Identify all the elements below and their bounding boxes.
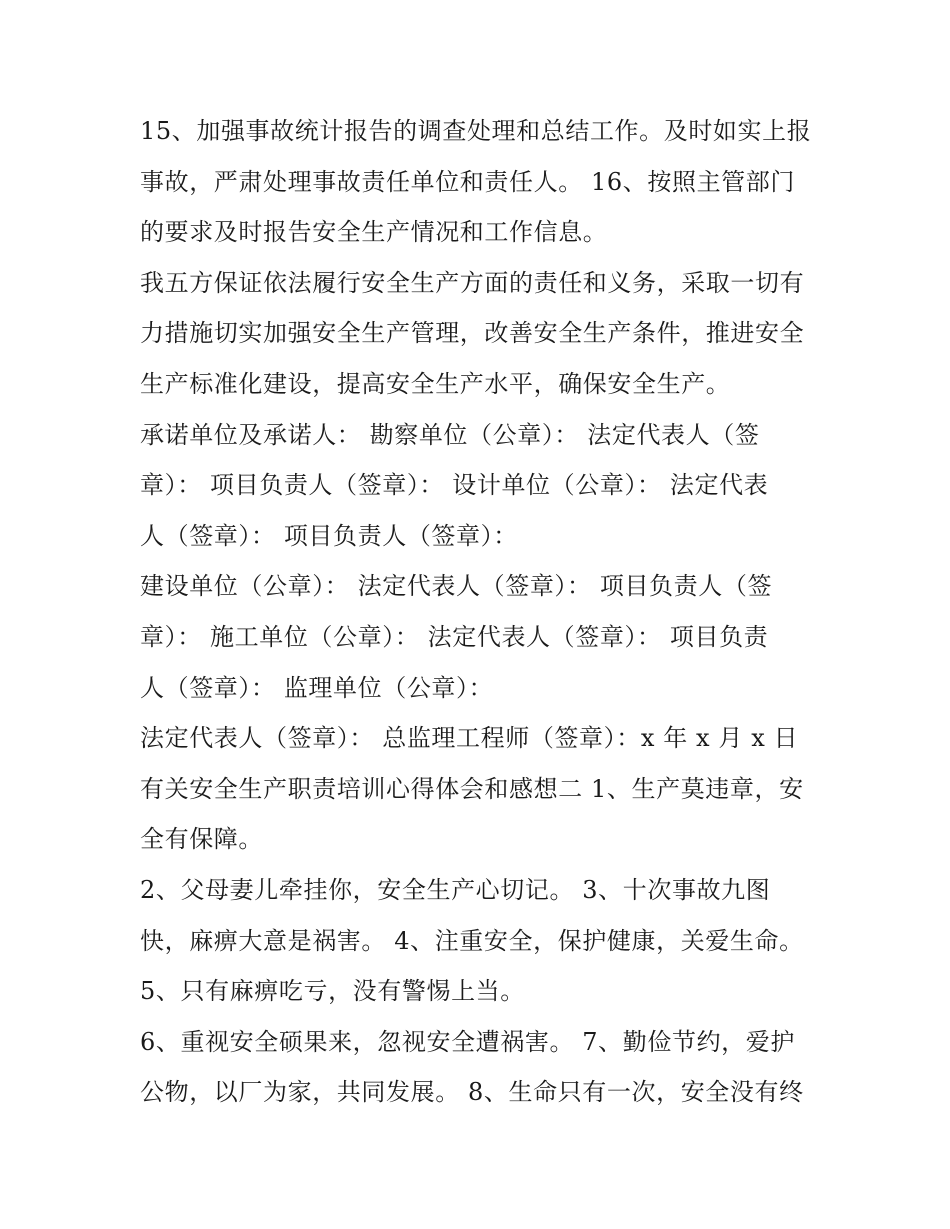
text-line-15: 全有保障。: [140, 825, 263, 854]
text-line-11: 章）： 施工单位（公章）： 法定代表人（签章）： 项目负责: [140, 622, 769, 651]
text-line-1: 15、加强事故统计报告的调查处理和总结工作。及时如实上报: [140, 117, 812, 145]
text-line-6: 生产标准化建设，提高安全生产水平，确保安全生产。: [140, 369, 731, 398]
text-line-2: 事故，严肃处理事故责任单位和责任人。 16、按照主管部门: [140, 167, 795, 196]
text-line-13: 法定代表人（签章）： 总监理工程师（签章）：x 年 x 月 x 日: [140, 724, 799, 753]
text-line-9: 人（签章）： 项目负责人（签章）：: [140, 521, 518, 550]
text-line-4: 我五方保证依法履行安全生产方面的责任和义务，采取一切有: [140, 268, 805, 297]
text-line-20: 公物，以厂为家，共同发展。 8、生命只有一次，安全没有终: [140, 1078, 804, 1107]
text-line-5: 力措施切实加强安全生产管理，改善安全生产条件，推进安全: [140, 319, 805, 348]
text-line-10: 建设单位（公章）： 法定代表人（签章）： 项目负责人（签: [140, 572, 773, 601]
text-line-18: 5、只有麻痹吃亏，没有警惕上当。: [140, 977, 525, 1006]
text-line-16: 2、父母妻儿牵挂你，安全生产心切记。 3、十次事故九图: [140, 875, 771, 904]
document-body: [140, 106, 820, 1118]
text-line-17: 快，麻痹大意是祸害。 4、注重安全，保护健康，关爱生命。: [140, 926, 804, 955]
text-line-12: 人（签章）： 监理单位（公章）：: [140, 673, 494, 702]
text-line-3: 的要求及时报告安全生产情况和工作信息。: [140, 218, 608, 247]
text-line-8: 章）： 项目负责人（签章）： 设计单位（公章）： 法定代表: [140, 471, 769, 500]
text-line-7: 承诺单位及承诺人： 勘察单位（公章）： 法定代表人（签: [140, 420, 760, 449]
text-line-14: 有关安全生产职责培训心得体会和感想二 1、生产莫违章，安: [140, 774, 804, 803]
text-line-19: 6、重视安全硕果来，忽视安全遭祸害。 7、勤俭节约，爱护: [140, 1027, 795, 1056]
